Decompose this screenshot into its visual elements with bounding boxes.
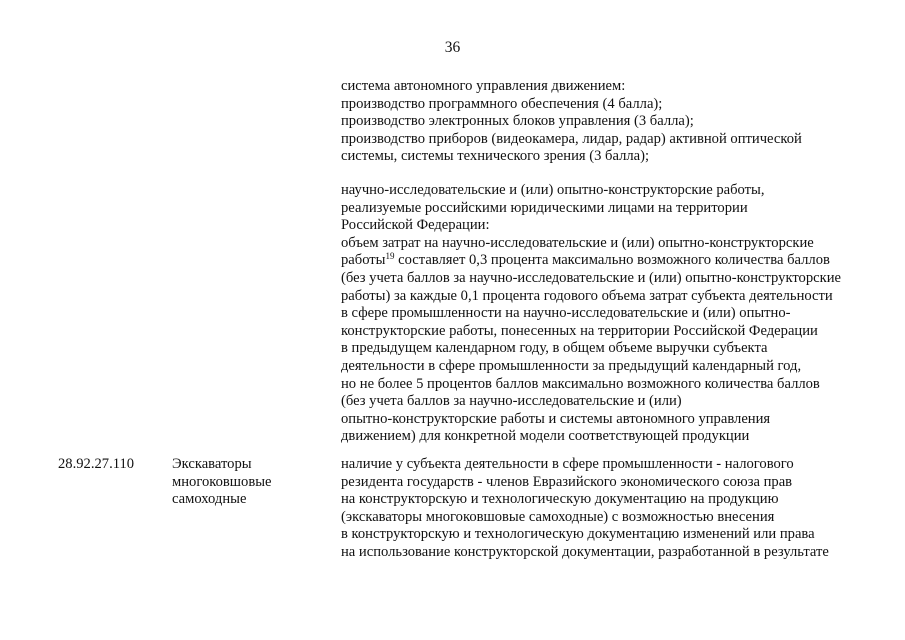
text-line: резидента государств - членов Евразийского экономического союза прав	[341, 473, 793, 490]
text-line: производство электронных блоков управления (3 балла);	[341, 113, 694, 130]
product-name-line: самоходные	[172, 491, 247, 508]
text-line: производство программного обеспечения (4 балла);	[341, 95, 663, 112]
product-name-line: Экскаваторы	[172, 456, 252, 472]
text-line: (без учета баллов за научно-исследовательские и (или)	[341, 393, 682, 410]
text-line: (без учета баллов за научно-исследовательские и (или) опытно-конструкторские	[341, 269, 841, 286]
text-line: система автономного управления движением:	[341, 78, 626, 94]
text-line: объем затрат на научно-исследовательские и (или) опытно-конструкторские	[341, 234, 814, 251]
page-number: 36	[444, 39, 461, 56]
text-line: опытно-конструкторские работы и системы автономного управления	[341, 410, 771, 427]
text-line: наличие у субъекта деятельности в сфере промышленности - налогового	[341, 456, 794, 472]
product-requirements	[341, 456, 881, 562]
product-name	[172, 456, 272, 509]
text-line: научно-исследовательские и (или) опытно-конструкторские работы,	[341, 182, 765, 198]
text-line-with-footnote	[341, 252, 881, 270]
autonomous-control-requirements	[341, 78, 881, 166]
product-code: 28.92.27.110	[58, 456, 135, 472]
text-line: движением) для конкретной модели соответствующей продукции	[341, 428, 750, 445]
text-line: на использование конструкторской документации, разработанной в результате	[341, 543, 829, 560]
text-line: в сфере промышленности на научно-исследовательские и (или) опытно-	[341, 305, 791, 322]
text-line: в предыдущем календарном году, в общем объеме выручки субъекта	[341, 340, 768, 357]
rnd-requirements	[341, 182, 881, 446]
text-line: конструкторские работы, понесенных на территории Российской Федерации	[341, 322, 818, 339]
text-fragment: составляет 0,3 процента максимально возможного количества баллов	[394, 252, 830, 269]
text-line: производство приборов (видеокамера, лидар, радар) активной оптической	[341, 130, 802, 147]
text-fragment: работы	[341, 252, 386, 269]
text-line: работы) за каждые 0,1 процента годового объема затрат субъекта деятельности	[341, 287, 833, 304]
text-line: системы, системы технического зрения (3 балла);	[341, 148, 650, 165]
text-line: Российской Федерации:	[341, 217, 490, 234]
text-line: деятельности в сфере промышленности за предыдущий календарный год,	[341, 357, 802, 374]
text-line: (экскаваторы многоковшовые самоходные) с возможностью внесения	[341, 508, 775, 525]
text-line: на конструкторскую и технологическую документацию на продукцию	[341, 491, 779, 508]
product-name-line: многоковшовые	[172, 473, 272, 490]
text-line: но не более 5 процентов баллов максимально возможного количества баллов	[341, 375, 820, 392]
text-line: в конструкторскую и технологическую документацию изменений или права	[341, 526, 815, 543]
text-line: реализуемые российскими юридическими лицами на территории	[341, 199, 748, 216]
footnote-ref[interactable]: 19	[385, 251, 395, 262]
